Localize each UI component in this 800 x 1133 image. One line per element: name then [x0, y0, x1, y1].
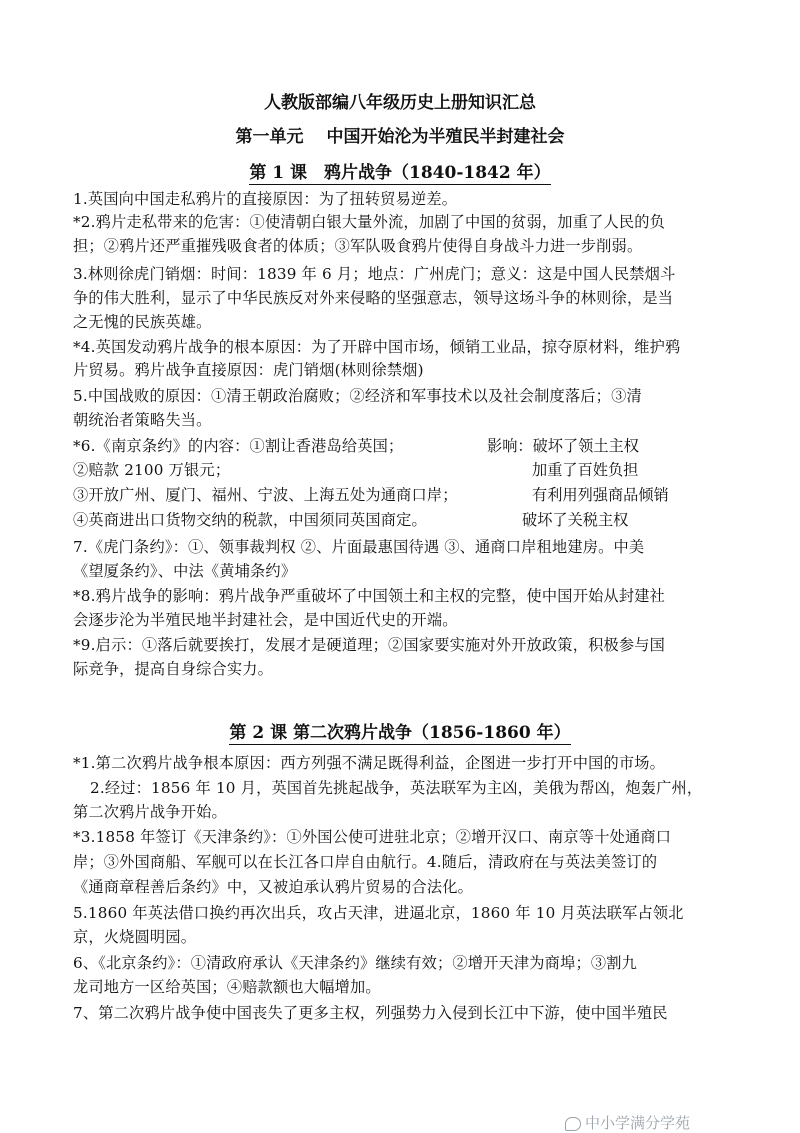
- impact-line: 有利用列强商品倾销: [532, 486, 669, 504]
- lesson1-line: *4.英国发动鸦片战争的根本原因：为了开辟中国市场，倾销工业品，掠夺原材料，维护鸦: [73, 338, 681, 356]
- lesson2-line: *1.第二次鸦片战争根本原因：西方列强不满足既得利益，企图进一步打开中国的市场。: [73, 754, 666, 772]
- lesson2-title-text: 第 2 课 第二次鸦片战争（1856-1860 年）: [229, 723, 571, 743]
- lesson2-line: 7、第二次鸦片战争使中国丧失了更多主权，列强势力入侵到长江中下游，使中国半殖民: [73, 1004, 668, 1022]
- watermark-text: 中小学满分学苑: [585, 1114, 691, 1132]
- lesson1-line: *6.《南京条约》的内容：①割让香港岛给英国；: [73, 437, 404, 455]
- lesson1-line: 7.《虎门条约》：①、领事裁判权 ②、片面最惠国待遇 ③、通商口岸租地建房。中美: [73, 538, 645, 556]
- wechat-icon: [565, 1117, 581, 1131]
- lesson2-line: 龙司地方一区给英国；④赔款额也大幅增加。: [73, 978, 381, 996]
- lesson1-line: 1.英国向中国走私鸦片的直接原因：为了扭转贸易逆差。: [73, 190, 458, 208]
- lesson1-line: ②赔款 2100 万银元；: [73, 461, 231, 479]
- lesson2-line: 第二次鸦片战争开始。: [73, 803, 227, 821]
- lesson2-line: 《通商章程善后条约》中，又被迫承认鸦片贸易的合法化。: [73, 878, 474, 896]
- lesson1-line: 争的伟大胜利，显示了中华民族反对外来侵略的坚强意志，领导这场斗争的林则徐，是当: [73, 289, 674, 307]
- impact-line: 破坏了关税主权: [522, 511, 629, 529]
- lesson2-line: 5.1860 年英法借口换约再次出兵，攻占天津，进逼北京，1860 年 10 月英法联军占领北: [73, 904, 684, 922]
- document-title: 人教版部编八年级历史上册知识汇总: [264, 93, 536, 113]
- lesson1-title: [0, 158, 800, 183]
- impact-line: 加重了百姓负担: [532, 461, 639, 479]
- lesson1-line: ③开放广州、厦门、福州、宁波、上海五处为通商口岸；: [73, 486, 458, 504]
- lesson2-line: 京，火烧圆明园。: [73, 928, 197, 946]
- lesson2-title: [0, 718, 800, 743]
- unit-title: 第一单元 中国开始沦为半殖民半封建社会: [235, 127, 565, 147]
- lesson1-line: 《望厦条约》、中法《黄埔条约》: [73, 562, 297, 580]
- lesson1-line: 片贸易。鸦片战争直接原因：虎门销烟(林则徐禁烟): [73, 361, 424, 379]
- lesson2-line: 6、《北京条约》：①清政府承认《天津条约》继续有效；②增开天津为商埠；③割九: [73, 954, 638, 972]
- lesson1-line: *2.鸦片走私带来的危害：①使清朝白银大量外流，加剧了中国的贫弱，加重了人民的负: [73, 213, 666, 231]
- lesson1-line: 3.林则徐虎门销烟：时间：1839 年 6 月；地点：广州虎门；意义：这是中国人民禁烟斗: [73, 265, 676, 283]
- lesson1-line: 朝统治者策略失当。: [73, 411, 212, 429]
- lesson1-line: 会逐步沦为半殖民地半封建社会，是中国近代史的开端。: [73, 611, 458, 629]
- lesson1-line: *9.启示：①落后就要挨打，发展才是硬道理；②国家要实施对外开放政策，积极参与国: [73, 636, 666, 654]
- lesson1-line: 之无愧的民族英雄。: [73, 313, 212, 331]
- lesson2-line: 岸；③外国商船、军舰可以在长江各口岸自由航行。4.随后，清政府在与英法美签订的: [73, 853, 658, 871]
- impact-line: 影响：破坏了领土主权: [487, 437, 639, 455]
- lesson1-line: *8.鸦片战争的影响：鸦片战争严重破坏了中国领土和主权的完整，使中国开始从封建社: [73, 587, 666, 605]
- lesson2-line: 2.经过：1856 年 10 月，英国首先挑起战争，英法联军为主凶，美俄为帮凶，炮轰广州，: [90, 779, 703, 797]
- lesson1-line: 担；②鸦片还严重摧残吸食者的体质；③军队吸食鸦片使得自身战斗力进一步削弱。: [73, 237, 643, 255]
- watermark: [565, 1112, 690, 1133]
- lesson1-line: 际竞争，提高自身综合实力。: [73, 660, 274, 678]
- lesson1-line: 5.中国战败的原因：①清王朝政治腐败；②经济和军事技术以及社会制度落后；③清: [73, 387, 642, 405]
- lesson1-line: ④英商进出口货物交纳的税款，中国须同英国商定。: [73, 511, 427, 529]
- lesson2-line: *3.1858 年签订《天津条约》：①外国公使可进驻北京；②增开汉口、南京等十处通商口: [73, 828, 672, 846]
- lesson1-title-text: 第 1 课 鸦片战争（1840-1842 年）: [249, 163, 551, 183]
